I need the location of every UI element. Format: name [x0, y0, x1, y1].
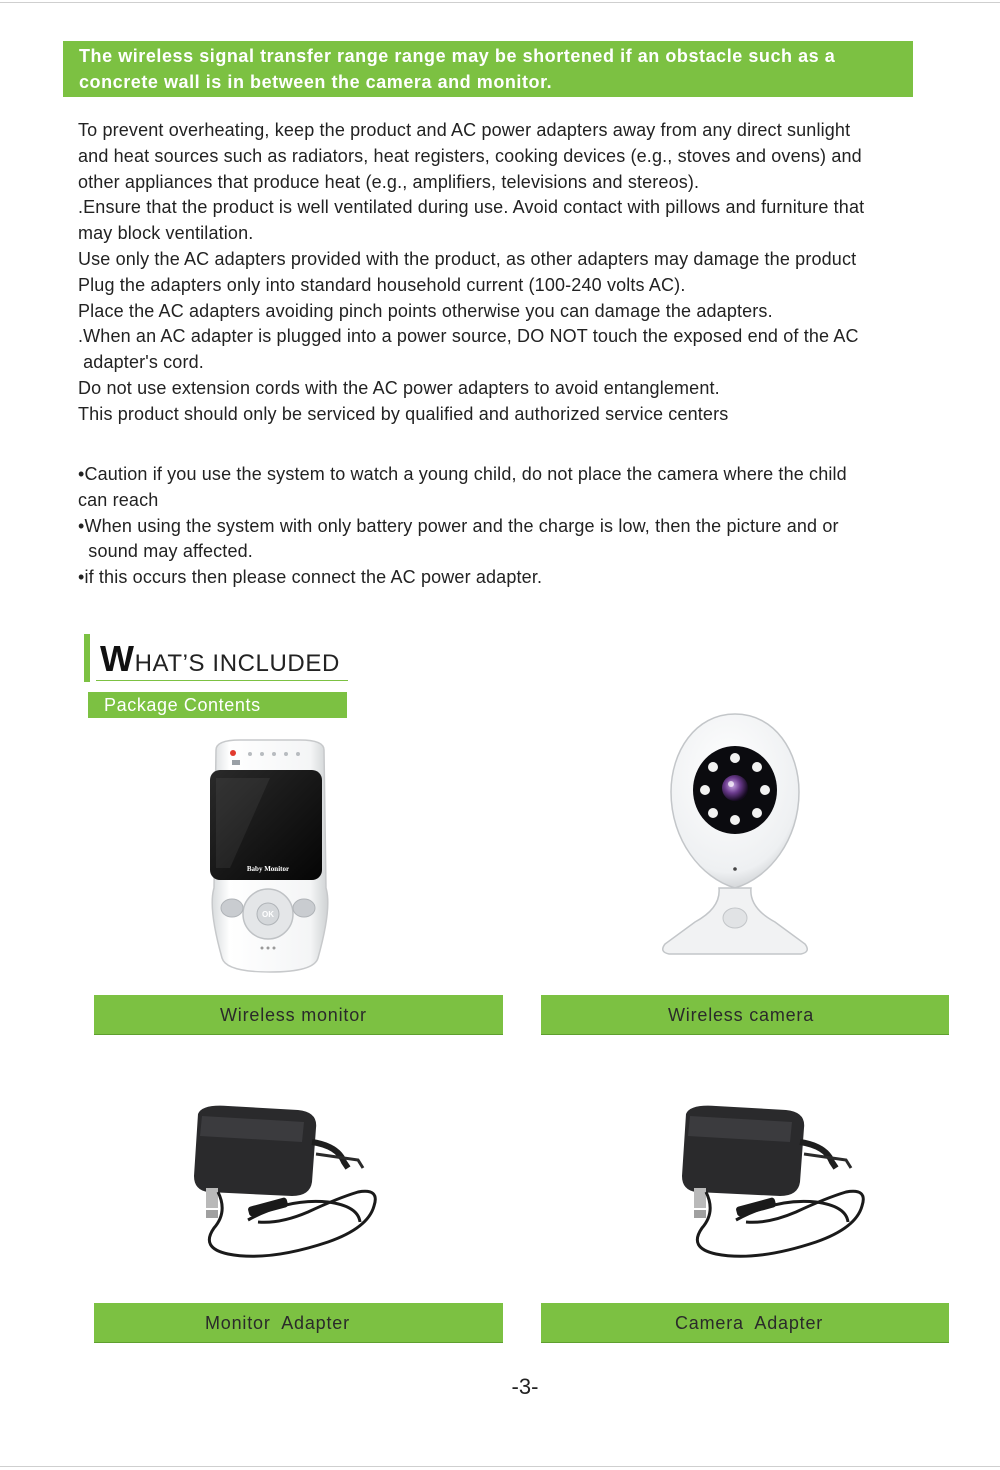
baby-monitor-handset-icon — [200, 738, 340, 974]
package-contents-label: Package Contents — [88, 692, 347, 718]
safety-line: adapter's cord. — [78, 352, 204, 373]
baby-camera-icon — [655, 712, 815, 962]
whats-included-heading — [84, 634, 348, 682]
heading-rest: HAT’S INCLUDED — [134, 650, 340, 677]
safety-instructions — [78, 118, 988, 428]
camera-adapter-icon — [676, 1102, 876, 1272]
safety-line: other appliances that produce heat (e.g., amplifiers, televisions and stereos). — [78, 171, 700, 192]
safety-line: and heat sources such as radiators, heat registers, cooking devices (e.g., stoves and ovens) and — [78, 145, 862, 166]
heading-underline — [96, 680, 348, 681]
safety-line: Do not use extension cords with the AC power adapters to avoid entanglement. — [78, 377, 720, 398]
top-border — [0, 2, 1000, 3]
caution-bullets — [78, 462, 988, 591]
camera-adapter-label — [541, 1303, 949, 1343]
page-number: -3- — [511, 1374, 539, 1399]
warning-line: concrete wall is in between the camera and monitor. — [79, 72, 553, 92]
section-title — [100, 638, 340, 680]
item-label-text: Camera Adapter — [675, 1313, 824, 1333]
safety-line: .Ensure that the product is well ventilated during use. Avoid contact with pillows and furniture that — [78, 197, 865, 218]
safety-line: This product should only be serviced by qualified and authorized service centers — [78, 403, 729, 424]
caution-line: sound may affected. — [78, 541, 253, 562]
caution-line: can reach — [78, 489, 159, 510]
caution-line: •When using the system with only battery power and the charge is low, then the picture and or — [78, 515, 839, 536]
item-label-text: Monitor Adapter — [205, 1313, 350, 1333]
heading-initial: W — [100, 638, 135, 679]
bottom-border — [0, 1466, 1000, 1467]
item-label-text: Wireless monitor — [220, 1005, 367, 1025]
safety-line: Use only the AC adapters provided with the product, as other adapters may damage the product — [78, 248, 857, 269]
caution-line: •if this occurs then please connect the AC power adapter. — [78, 567, 543, 588]
wireless-monitor-label — [94, 995, 503, 1035]
warning-line: The wireless signal transfer range range may be shortened if an obstacle such as a — [79, 46, 836, 66]
safety-line: may block ventilation. — [78, 223, 254, 244]
monitor-adapter-icon — [188, 1102, 388, 1272]
wireless-camera-label — [541, 995, 949, 1035]
safety-line: Place the AC adapters avoiding pinch points otherwise you can damage the adapters. — [78, 300, 773, 321]
monitor-adapter-label — [94, 1303, 503, 1343]
heading-accent-bar — [84, 634, 90, 682]
range-warning-banner — [63, 41, 913, 97]
safety-line: Plug the adapters only into standard household current (100-240 volts AC). — [78, 274, 686, 295]
caution-line: •Caution if you use the system to watch a young child, do not place the camera where the child — [78, 464, 847, 484]
svg-text:OK: OK — [262, 910, 274, 919]
safety-line: To prevent overheating, keep the product and AC power adapters away from any direct sunlight — [78, 120, 851, 140]
monitor-screen-label: Baby Monitor — [246, 865, 290, 873]
safety-line: .When an AC adapter is plugged into a power source, DO NOT touch the exposed end of the AC — [78, 326, 859, 347]
item-label-text: Wireless camera — [668, 1005, 815, 1025]
